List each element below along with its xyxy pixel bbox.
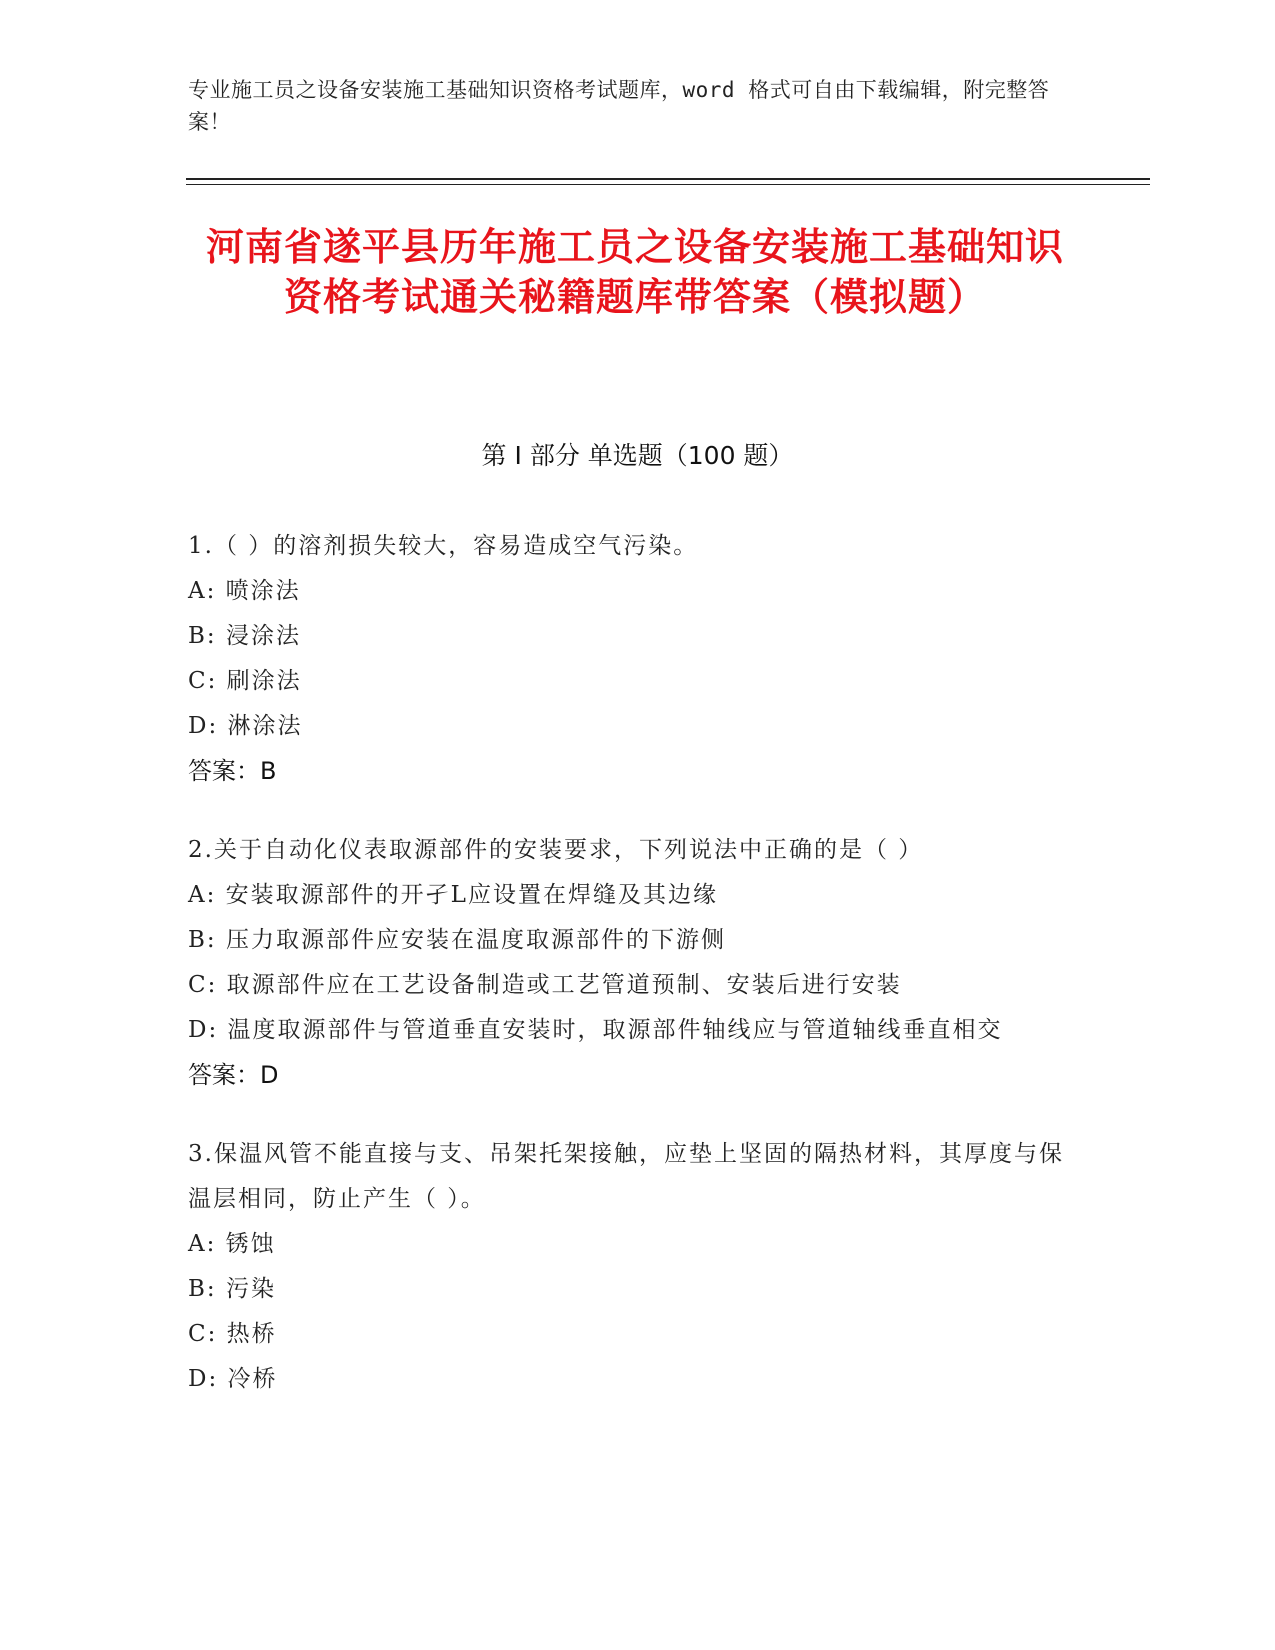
- document-title: 河南省遂平县历年施工员之设备安装施工基础知识资格考试通关秘籍题库带答案（模拟题）: [205, 225, 1064, 319]
- header-rule-thick: [186, 178, 1150, 180]
- option-b: B: 污染: [188, 1276, 276, 1302]
- option-b: B: 压力取源部件应安装在温度取源部件的下游侧: [188, 927, 726, 953]
- option-c: C: 取源部件应在工艺设备制造或工艺管道预制、安装后进行安装: [188, 972, 902, 998]
- option-d: D: 冷桥: [188, 1366, 278, 1392]
- question-stem: 2.关于自动化仪表取源部件的安装要求，下列说法中正确的是（ ）: [188, 837, 924, 863]
- option-a: A: 安装取源部件的开孑L应设置在焊缝及其边缘: [188, 882, 718, 908]
- option-d: D: 淋涂法: [188, 713, 303, 739]
- option-a: A: 喷涂法: [188, 578, 301, 604]
- option-d: D: 温度取源部件与管道垂直安装时，取源部件轴线应与管道轴线垂直相交: [188, 1017, 1003, 1043]
- option-c: C: 热桥: [188, 1321, 277, 1347]
- question-3: [188, 1132, 1068, 1402]
- question-2: [188, 828, 1068, 1098]
- header-note: 专业施工员之设备安装施工基础知识资格考试题库，word 格式可自由下载编辑，附完整答案！: [188, 78, 1050, 134]
- question-stem: 1.（ ）的溶剂损失较大，容易造成空气污染。: [188, 533, 699, 559]
- question-1: [188, 524, 1068, 794]
- question-stem: 3.保温风管不能直接与支、吊架托架接触，应垫上坚固的隔热材料，其厚度与保温层相同，防止产生（ ）。: [188, 1141, 1064, 1212]
- answer-line: 答案：B: [188, 757, 277, 785]
- option-a: A: 锈蚀: [188, 1231, 276, 1257]
- section-title: 第 I 部分 单选题（100 题）: [481, 441, 794, 470]
- question-list: [188, 524, 1068, 1436]
- header-rule-thin: [186, 184, 1150, 185]
- option-c: C: 刷涂法: [188, 668, 302, 694]
- option-b: B: 浸涂法: [188, 623, 301, 649]
- answer-line: 答案：D: [188, 1061, 279, 1089]
